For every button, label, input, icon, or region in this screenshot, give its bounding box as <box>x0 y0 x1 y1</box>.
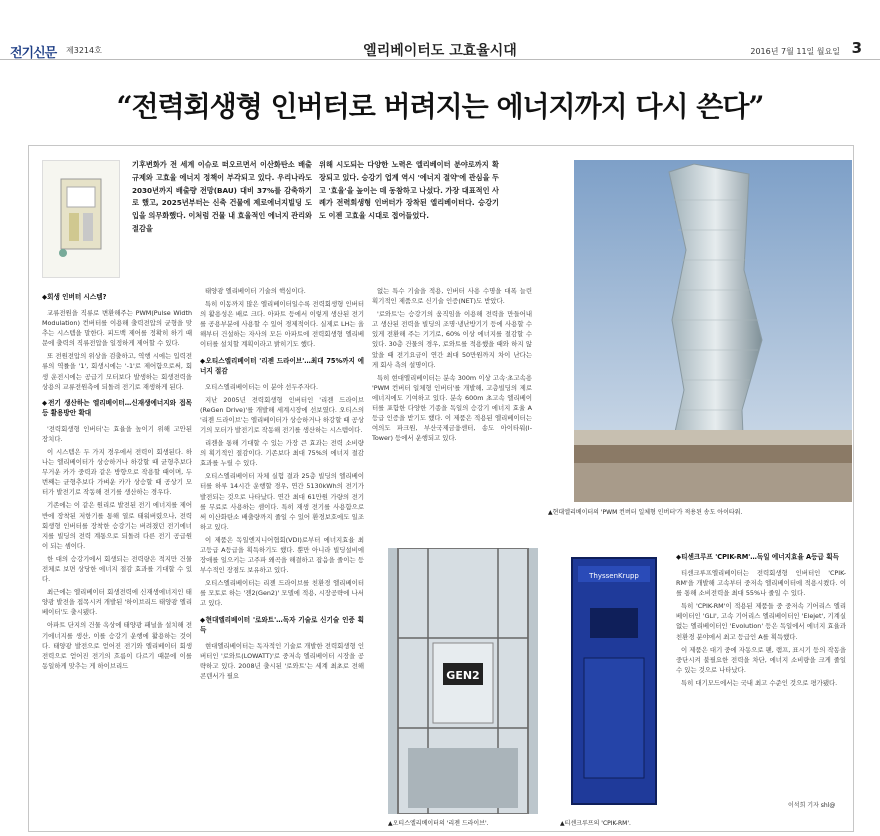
issue-date: 2016년 7월 11일 월요일 <box>750 47 840 56</box>
panel-brand-label: ThyssenKrupp <box>589 572 639 580</box>
paragraph: 태양광 엘리베이터 기술의 핵심이다. <box>205 287 306 295</box>
byline: 이석희 기자 shl@ <box>788 802 836 809</box>
paragraph: 특히 대기모드에서는 국내 최고 수준인 것으로 평가됐다. <box>681 678 838 687</box>
newspaper-logo: 전기신문 <box>10 46 57 61</box>
paragraph: 교류전원을 직류로 변환해주는 PWM(Pulse Width Modulation) 컨버터를 이용해 출력전압의 균형을 맞추는 시스템을 말한다. 피드백 제어를 정확히 하기 때문에 출력의 직류전압을 일정하게 제어할 수 있다. <box>42 309 192 348</box>
paragraph: 최근에는 엘리베이터 회생전력에 신재생에너지인 태양광 발전을 접목시켜 개발된 '하이브리드 태양광 엘리베이터'도 출시됐다. <box>42 588 192 617</box>
body-column-3 <box>372 286 532 526</box>
body-column-2 <box>200 286 364 826</box>
elevator-photo <box>388 548 538 814</box>
paragraph: 기존에는 이 같은 원리로 발전된 전기 에너지를 제어반에 장착된 저항기를 통해 열로 태워버렸으나, 전력회생형 인버터를 장착한 승강기는 버려졌던 전기에너지를 빌딩의 전력 계통으로 되돌려 다른 전기 공급원이 되는 셈이다. <box>42 501 192 550</box>
subheading: ◆회생 인버터 시스템? <box>42 293 107 301</box>
paragraph: 없는 특수 기술을 적용, 인버터 사용 수명을 대폭 늘린 획기적인 제품으로 신기술 인증(NET)도 받았다. <box>372 287 532 306</box>
paragraph: 특히 이동까지 많은 엘리베이터일수록 전력회생형 인버터의 활용성은 배로 크다. 아파트 등에서 이렇게 생산된 전기를 공용부분에 사용할 수 있어 경제적이다. 실제로 LH는 올해부터 건설하는 자사의 모든 아파트에 전력회생형 엘리베이터를 설치할 계획이라고 밝히기도 했다. <box>200 300 364 349</box>
tower-caption: ▲현대엘리베이터의 'PWM 컨버터 일체형 인버터'가 적용된 송도 아이타워. <box>548 509 743 516</box>
lead-text-1: 기후변화가 전 세계 이슈로 떠오르면서 이산화탄소 배출 규제와 고효율 에너지 정책이 부각되고 있다. 우리나라도 2030년까지 배출량 전망(BAU) 대비 37%를 감축하기로 했고, 2025년부터는 신축 건물에 제로에너지빌딩 도입을 의무화했다. 이처럼 건물 내 효율적인 에너지 관리와 절감을 <box>132 160 312 233</box>
paragraph: 오티스엘리베이터는 이 분야 선두주자다. <box>205 382 319 391</box>
elevator-caption: ▲오티스엘리베이터의 '리젠 드라이브'. <box>388 820 489 827</box>
paragraph: 이 제품은 독일엔지니어협회(VDI)로부터 에너지효율 최고등급 A등급을 획득하기도 했다. 뿐만 아니라 빌딩설비에 장애를 일으키는 고주파 왜곡을 해결하고 잡음을 줄이는 등 부수적인 장점도 보유하고 있다. <box>200 535 364 575</box>
paragraph: 또 전원전압의 위상을 검출하고, 역행 시에는 입력전류의 역률을 '1', 회생시에는 '-1'로 제어함으로써, 회생 운전시에는 공급기 모터보다 발생하는 회생전력을 상용의 교류전원측에 되돌려 전기로 재생하게 된다. <box>42 352 192 391</box>
paragraph: 현대엘리베이터는 독자적인 기술로 개발한 전력회생형 인버터인 '로와트(LOWATT)'로 중저속 엘리베이터 시장을 공략하고 있다. 2008년 출시된 '로와트'는 세계 최초로 전해콘덴서가 필요 <box>200 641 364 680</box>
paragraph: 이 제품은 대기 중에 자동으로 팬, 램프, 표시기 등의 작동을 중단시켜 불필요한 전력을 차단, 에너지 소비량을 크게 줄일 수 있는 것으로 나타났다. <box>676 645 846 674</box>
paragraph: 한 대의 승강기에서 회생되는 전력량은 적지만 건물 전체로 보면 상당한 에너지 절감 효과를 기대할 수 있다. <box>42 554 192 584</box>
lead-column-1 <box>132 159 312 269</box>
paragraph: '로와트'는 승강기의 움직임을 이용해 전력을 만들어내고 생산된 전력을 빌딩의 조명·냉난방기기 등에 사용할 수 있게 전환해 주는 기기로, 60% 이상 에너지를 절감할 수 있다. 30층 건물의 경우, 로와트를 적용했을 때와 하지 않았을 때 전기요금이 연간 최대 50만원까지 차이 난다는 게 회사 측의 설명이다. <box>372 310 532 369</box>
body-column-4 <box>676 546 846 796</box>
paragraph: 특히 'CPIK-RM'이 적용된 제품들 중 중저속 기어리스 엘리베이터인 'GLI', 고속 기어리스 엘리베이터인 'Elejet', 기계실 없는 엘리베이터인 'Evolution' 등은 독일에서 에너지 효율과 친환경 분야에서 최고 등급인 A를 획득했다. <box>676 602 846 641</box>
page-number: 3 <box>851 39 862 57</box>
paragraph: 티센크루프엘리베이터는 전력회생형 인버터인 'CPIK-RM'을 개발해 고속부터 중저속 엘리베이터에 적용시켰다. 이를 통해 소비전력을 최대 55%나 줄일 수 있다. <box>676 569 846 598</box>
paragraph: 아파트 단지의 건물 옥상에 태양광 패널을 설치해 전기에너지를 생산, 이를 승강기 운행에 활용하는 것이다. 태양광 발전으로 얻어진 전기와 엘리베이터 회생전력으로 얻어진 전기의 흐름이 다르기 때문에 이를 동일하게 맞추는 게 하이브리드 <box>42 621 192 670</box>
inverter-illustration <box>42 160 120 278</box>
panel-caption: ▲티센크루프의 'CPIK-RM'. <box>560 820 631 827</box>
subheading: ◆현대엘리베이터 '로와트'…독자 기술로 신기술 인증 획득 <box>200 615 364 634</box>
paragraph: 지난 2005년 전력회생형 인버터인 '리젠 드라이브(ReGen Drive)'를 개발해 세계시장에 선보였다. 오티스의 '리젠 드라이브'는 엘리베이터가 상승하거나 하강할 때 공상기의 모터가 발전기로 작동해 전기를 생산하는 시스템이다. <box>200 395 364 434</box>
paragraph: '전력회생형 인버터'는 효율을 높이기 위해 고안된 장치다. <box>42 424 192 443</box>
headline: “전력회생형 인버터로 버려지는 에너지까지 다시 쓴다” <box>116 90 764 123</box>
paragraph: 특히 현대엘리베이터는 분속 300m 이상 고속·초고속용 'PWM 컨버터 일체형 인버터'를 개발해, 고층빌딩의 제로에너지에도 기여하고 있다. 분속 600m 초고속 엘리베이터를 포함한 다양한 기종을 독일의 승강기 에너지 효율 A등급 인증을 받기도 했다. 이 제품은 적용된 엘리베이터는 여의도 파크원, 부산국제금융센터, 송도 아이타워(I-Tower) 등에서 운행되고 있다. <box>372 373 532 443</box>
gen2-sign: GEN2 <box>446 669 480 682</box>
paragraph: 오티스엘리베이터 자체 실험 결과 25층 빌딩의 엘리베이터를 하루 14시간 운행할 경우, 연간 5130kWh의 전기가 발전되는 것으로 나타났다. 연간 최대 61만원 가량의 전기를 무료로 사용하는 셈이다. 특히 재생 전기를 사용함으로써 이산화탄소 배출량까지 줄일 수 있어 환경보호에도 일조하고 있다. <box>200 472 364 531</box>
paragraph: 이 시스템은 두 가지 경우에서 전력이 회생된다. 하나는 엘리베이터가 상승하거나 하강할 때 균형추보다 무거운 카가 중력과 같은 방향으로 작용할 때이며, 두 번째는 균형추보다 가벼운 카가 상승할 때 공상기 모터가 발전기로 작동해 전기를 생산하는 경우다. <box>42 447 192 497</box>
subheading: ◆오티스엘리베이터 '리젠 드라이브'…최대 75%까지 에너지 절감 <box>200 356 364 375</box>
body-column-1 <box>42 286 192 826</box>
tower-photo <box>574 160 852 502</box>
subheading: ◆전기 생산하는 엘리베이터…신재생에너지와 접목 등 활용방안 확대 <box>42 398 192 417</box>
lead-column-2 <box>319 159 499 269</box>
lead-text-2: 위해 시도되는 다양한 노력은 엘리베이터 분야로까지 확장되고 있다. 승강기 업계 역시 '에너지 절약'에 관심을 두고 '효율'을 높이는 데 동참하고 나섰다. 가장 대표적인 사례가 전력회생형 인버터가 장착된 엘리베이터다. 승강기도 이젠 고효율 시대로 접어들었다. <box>319 160 499 221</box>
subheading: ◆티센크루프 'CPIK-RM'…독일 에너지효율 A등급 획득 <box>676 553 839 561</box>
masthead <box>0 0 880 60</box>
paragraph: 오티스엘리베이터는 리젠 드라이브를 친환경 엘리베이터를 모토로 하는 '젠2(Gen2)' 모델에 적용, 시장공략에 나서고 있다. <box>200 579 364 608</box>
section-title: 엘리베이터도 고효율시대 <box>363 43 517 59</box>
paragraph: 리젠을 통해 기대할 수 있는 가장 큰 효과는 전력 소비량의 획기적인 절감이다. 기존보다 최대 75%의 에너지 절감 효과를 누릴 수 있다. <box>200 439 364 468</box>
issue-number: 제3214호 <box>66 46 102 55</box>
inverter-panel-photo <box>560 548 668 814</box>
